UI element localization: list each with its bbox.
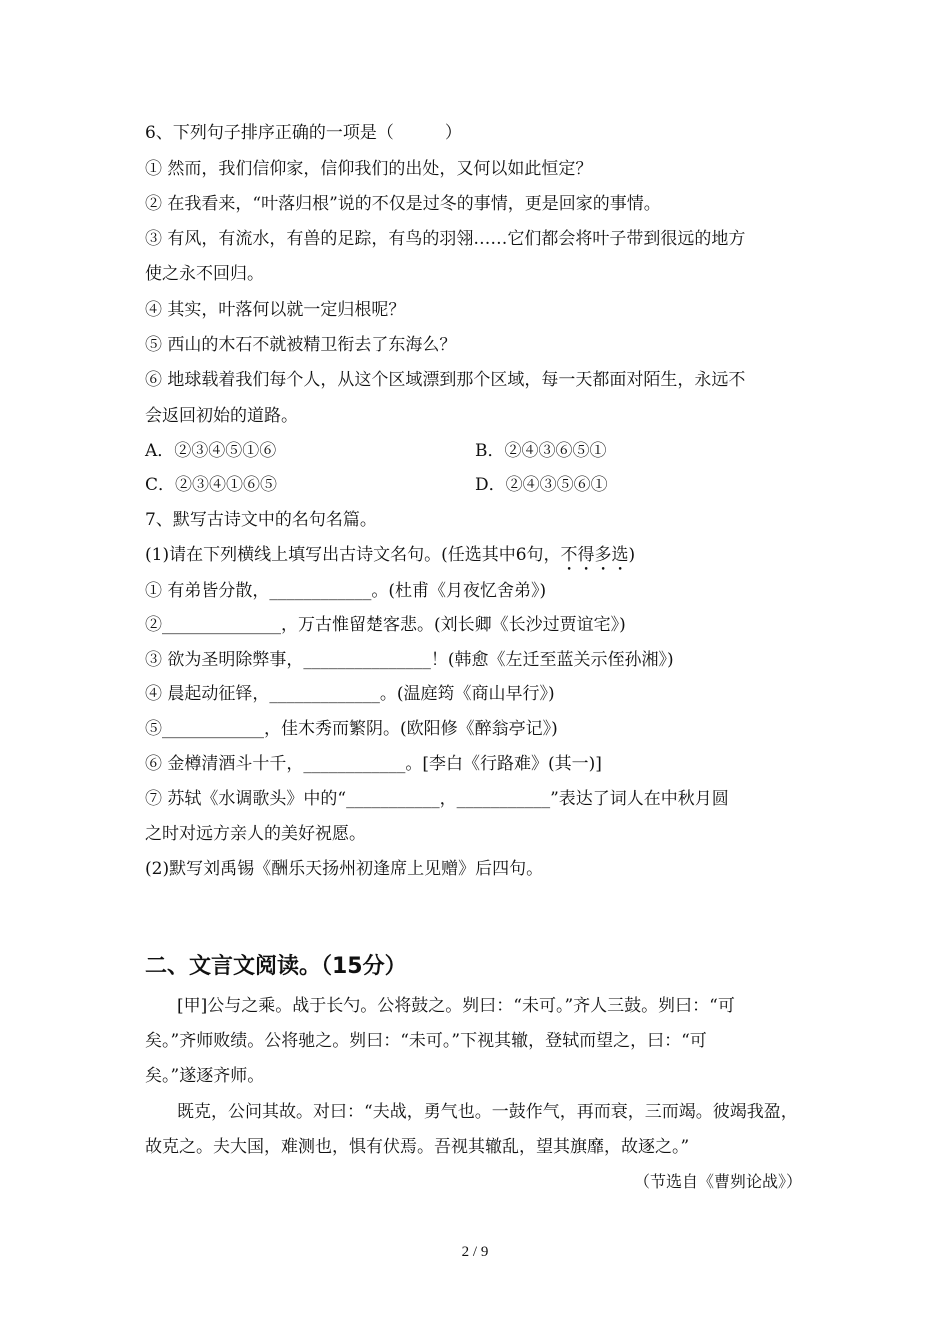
q7-line-2: ②______________，万古惟留楚客悲。(刘长卿《长沙过贾谊宅》) (145, 615, 626, 635)
q7-line-7-cont: 之时对远方亲人的美好祝愿。 (145, 824, 366, 844)
passage-para2-line1: 既克，公问其故。对曰：“夫战，勇气也。一鼓作气，再而衰，三而竭。彼竭我盈， (177, 1102, 798, 1122)
q6-option-a: A．②③④⑤①⑥ (145, 441, 277, 461)
passage-para1-line3: 矣。”遂逐齐师。 (145, 1066, 265, 1086)
passage-para1-line1: [甲]公与之乘。战于长勺。公将鼓之。刿曰：“未可。”齐人三鼓。刿曰：“可 (177, 996, 735, 1016)
passage-source: （节选自《曹刿论战》） (633, 1172, 802, 1191)
q7-line-7: ⑦ 苏轼《水调歌头》中的“___________，___________”表达了词人在中秋月圆 (145, 789, 729, 809)
q6-option-d: D．②④③⑤⑥① (475, 475, 608, 495)
q7-part1-emphasis: 不得多选 (560, 545, 629, 565)
q7-part1-prefix: (1)请在下列横线上填写出古诗文名句。(任选其中6句， (145, 545, 561, 565)
q7-line-5: ⑤____________，佳木秀而繁阴。(欧阳修《醉翁亭记》) (145, 719, 558, 739)
q7-line-4: ④ 晨起动征铎，_____________。(温庭筠《商山早行》) (145, 684, 555, 704)
q7-part1-suffix: ) (628, 545, 636, 565)
q6-item-6: ⑥ 地球载着我们每个人，从这个区域漂到那个区域，每一天都面对陌生，永远不 (145, 370, 746, 390)
q7-stem: 7、默写古诗文中的名句名篇。 (145, 510, 377, 530)
q6-item-2: ② 在我看来，“叶落归根”说的不仅是过冬的事情，更是回家的事情。 (145, 194, 661, 214)
passage-para1-line2: 矣。”齐师败绩。公将驰之。刿曰：“未可。”下视其辙，登轼而望之，曰：“可 (145, 1031, 707, 1051)
q6-option-c: C．②③④①⑥⑤ (145, 475, 278, 495)
q7-part2: (2)默写刘禹锡《酬乐天扬州初逢席上见赠》后四句。 (145, 859, 544, 879)
q7-line-3: ③ 欲为圣明除弊事，_______________！(韩愈《左迁至蓝关示侄孙湘》) (145, 650, 674, 670)
section-heading: 二、文言文阅读。（15分） (145, 954, 407, 979)
passage-para2-line2: 故克之。夫大国，难测也，惧有伏焉。吾视其辙乱，望其旗靡，故逐之。” (145, 1137, 690, 1157)
q6-item-1: ① 然而，我们信仰家，信仰我们的出处，又何以如此恒定？ (145, 159, 593, 179)
q6-item-6-cont: 会返回初始的道路。 (145, 406, 298, 426)
q6-stem: 6、下列句子排序正确的一项是（ ） (145, 123, 462, 143)
q6-item-3-cont: 使之永不回归。 (145, 264, 264, 284)
q7-part1-instruction (145, 543, 815, 575)
page-number: 2 / 9 (461, 1244, 489, 1260)
q6-item-4: ④ 其实，叶落何以就一定归根呢？ (145, 300, 406, 320)
q6-item-3: ③ 有风，有流水，有兽的足踪，有鸟的羽翎……它们都会将叶子带到很远的地方 (145, 229, 746, 249)
q6-item-5: ⑤ 西山的木石不就被精卫衔去了东海么？ (145, 335, 457, 355)
q6-option-b: B．②④③⑥⑤① (475, 441, 607, 461)
q7-line-1: ① 有弟皆分散，____________。(杜甫《月夜忆舍弟》) (145, 581, 547, 601)
q7-line-6: ⑥ 金樽清酒斗十千，____________。[李白《行路难》(其一)] (145, 754, 602, 774)
